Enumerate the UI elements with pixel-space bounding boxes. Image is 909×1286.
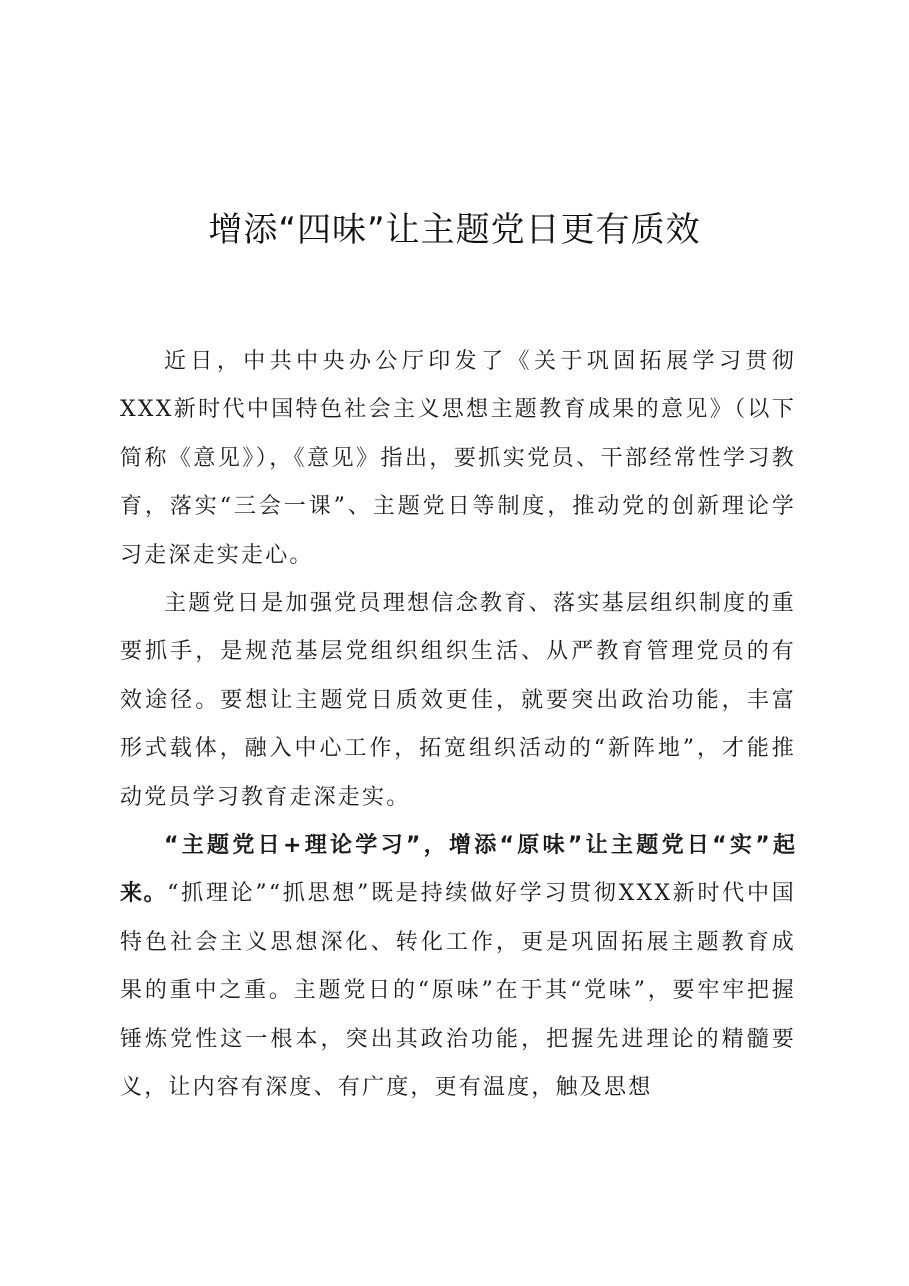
paragraph-text: 主题党日是加强党员理想信念教育、落实基层组织制度的重要抓手，是规范基层党组织组织生活、从严教育管理党员的有效途径。要想让主题党日质效更佳，就要突出政治功能，丰富形式载体，融入中心工作，拓宽组织活动的“新阵地”，才能推动党员学习教育走深走实。 [120, 591, 796, 810]
document-title: 增添“四味”让主题党日更有质效 [208, 210, 701, 250]
paragraph-2 [120, 580, 796, 822]
paragraph-text: 近日，中共中央办公厅印发了《关于巩固拓展学习贯彻XXX新时代中国特色社会主义思想主题教育成果的意见》（以下简称《意见》），《意见》指出，要抓实党员、干部经常性学习教育，落实“三会一课”、主题党日等制度，推动党的创新理论学习走深走实走心。 [120, 349, 796, 568]
paragraph-1 [120, 338, 796, 580]
paragraph-lead: “主题党日+理论学习”，增添“原味”让主题党日“实”起来。 [120, 833, 796, 907]
paragraph-3 [120, 822, 796, 1112]
paragraph-text: “抓理论”“抓思想”既是持续做好学习贯彻XXX新时代中国特色社会主义思想深化、转化工作，更是巩固拓展主题教育成果的重中之重。主题党日的“原味”在于其“党味”，要牢牢把握锤炼党性这一根本，突出其政治功能，把握先进理论的精髓要义，让内容有深度、有广度，更有温度，触及思想 [120, 881, 796, 1101]
document-body [120, 338, 796, 1113]
